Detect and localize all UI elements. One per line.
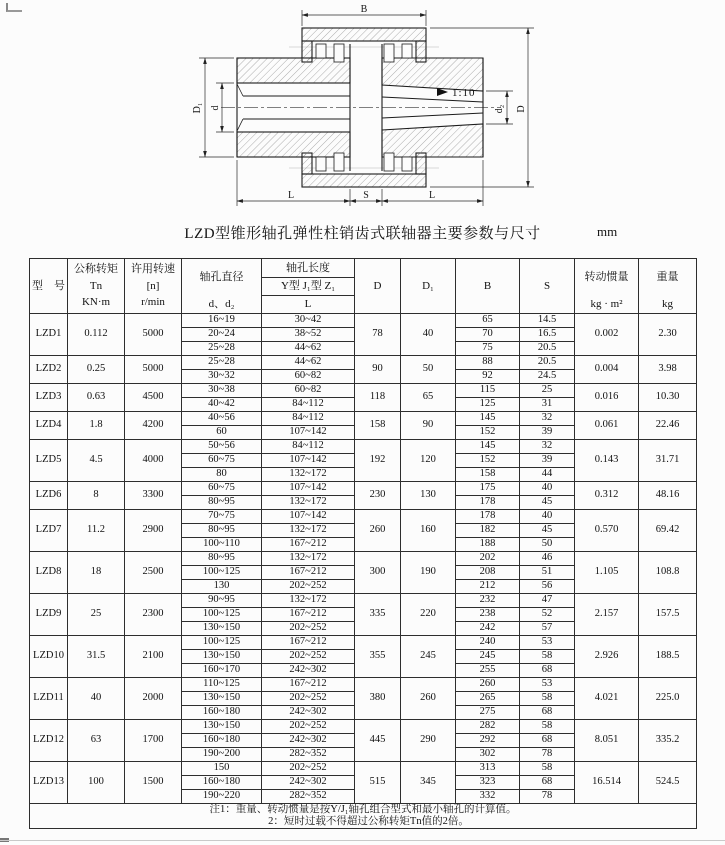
cell-speed: 4500 — [125, 384, 182, 412]
header-bore-dia-title: 轴孔直径 — [199, 270, 244, 283]
cell-bore-length: 242~302 — [262, 734, 355, 748]
cell-S: 58 — [520, 720, 575, 734]
cell-speed: 3300 — [125, 482, 182, 510]
cell-S: 47 — [520, 594, 575, 608]
table-row — [30, 636, 697, 650]
cell-D: 335 — [355, 594, 401, 636]
header-inertia-title: 转动惯量 — [584, 270, 629, 283]
cell-bore-diameter: 100~110 — [182, 538, 262, 552]
cell-B: 152 — [456, 454, 520, 468]
header-inertia-unit: kg · m² — [590, 298, 623, 310]
cell-bore-length: 202~252 — [262, 762, 355, 776]
cell-S: 31 — [520, 398, 575, 412]
cell-B: 70 — [456, 328, 520, 342]
cell-model: LZD12 — [30, 720, 68, 762]
header-bore-len-title: 轴孔长度 — [286, 261, 330, 274]
cell-B: 282 — [456, 720, 520, 734]
cell-bore-diameter: 160~180 — [182, 706, 262, 720]
cell-S: 24.5 — [520, 370, 575, 384]
cell-bore-diameter: 80~95 — [182, 552, 262, 566]
cell-D: 118 — [355, 384, 401, 412]
cell-bore-diameter: 16~19 — [182, 314, 262, 328]
cell-S: 14.5 — [520, 314, 575, 328]
cell-D1: 260 — [401, 678, 456, 720]
cell-D: 230 — [355, 482, 401, 510]
cell-bore-length: 132~172 — [262, 524, 355, 538]
header-torque-line: Tn — [89, 279, 103, 292]
cell-D: 90 — [355, 356, 401, 384]
cell-bore-diameter: 80~95 — [182, 524, 262, 538]
cell-bore-diameter: 25~28 — [182, 342, 262, 356]
table-row — [30, 356, 697, 370]
cell-D: 78 — [355, 314, 401, 356]
cell-bore-diameter: 90~95 — [182, 594, 262, 608]
cell-bore-length: 202~252 — [262, 622, 355, 636]
cell-bore-length: 242~302 — [262, 776, 355, 790]
cell-weight: 524.5 — [639, 762, 697, 804]
cell-bore-diameter: 70~75 — [182, 510, 262, 524]
header-speed-line: 许用转速 — [131, 263, 175, 276]
cell-bore-length: 44~62 — [262, 342, 355, 356]
cell-inertia: 1.105 — [575, 552, 639, 594]
cell-weight: 48.16 — [639, 482, 697, 510]
cell-B: 323 — [456, 776, 520, 790]
cell-B: 232 — [456, 594, 520, 608]
cell-speed: 2100 — [125, 636, 182, 678]
cell-bore-diameter: 25~28 — [182, 356, 262, 370]
cell-D: 260 — [355, 510, 401, 552]
cell-S: 25 — [520, 384, 575, 398]
header-B: B — [456, 259, 520, 314]
cell-torque: 18 — [68, 552, 125, 594]
header-weight-title: 重量 — [656, 270, 679, 283]
cell-model: LZD8 — [30, 552, 68, 594]
cell-torque: 31.5 — [68, 636, 125, 678]
cell-B: 178 — [456, 510, 520, 524]
cell-S: 39 — [520, 426, 575, 440]
cell-S: 45 — [520, 524, 575, 538]
cell-S: 51 — [520, 566, 575, 580]
cell-bore-diameter: 160~180 — [182, 776, 262, 790]
cell-bore-diameter: 50~56 — [182, 440, 262, 454]
cell-speed: 2000 — [125, 678, 182, 720]
cell-bore-length: 107~142 — [262, 482, 355, 496]
cell-bore-length: 107~142 — [262, 510, 355, 524]
cell-B: 115 — [456, 384, 520, 398]
page-title: LZD型锥形轴孔弹性柱销齿式联轴器主要参数与尺寸 — [184, 226, 541, 242]
cell-speed: 4000 — [125, 440, 182, 482]
spec-table — [29, 258, 697, 829]
cell-model: LZD3 — [30, 384, 68, 412]
dim-label-B: B — [360, 4, 368, 15]
table-header — [30, 259, 697, 314]
cell-D: 192 — [355, 440, 401, 482]
cell-D1: 160 — [401, 510, 456, 552]
cell-B: 188 — [456, 538, 520, 552]
cell-B: 313 — [456, 762, 520, 776]
cell-inertia: 0.312 — [575, 482, 639, 510]
cell-weight: 188.5 — [639, 636, 697, 678]
cell-bore-length: 202~252 — [262, 692, 355, 706]
cell-model: LZD7 — [30, 510, 68, 552]
cell-B: 178 — [456, 496, 520, 510]
header-bore-length — [262, 259, 355, 314]
header-torque-line: 公称转矩 — [74, 263, 118, 276]
cell-B: 292 — [456, 734, 520, 748]
cell-weight: 69.42 — [639, 510, 697, 552]
taper-label: 1:10 — [452, 87, 476, 99]
cell-speed: 1700 — [125, 720, 182, 762]
cell-D: 300 — [355, 552, 401, 594]
table-row — [30, 762, 697, 776]
cell-model: LZD11 — [30, 678, 68, 720]
cell-weight: 335.2 — [639, 720, 697, 762]
header-weight — [639, 259, 697, 314]
cell-D1: 120 — [401, 440, 456, 482]
cell-bore-length: 60~82 — [262, 370, 355, 384]
cell-speed: 2500 — [125, 552, 182, 594]
cell-bore-diameter: 40~56 — [182, 412, 262, 426]
cell-D: 158 — [355, 412, 401, 440]
table-row — [30, 440, 697, 454]
note-line-2: 2：短时过载不得超过公称转矩Tn值的2倍。 — [268, 816, 469, 828]
cell-bore-diameter: 40~42 — [182, 398, 262, 412]
cell-model: LZD5 — [30, 440, 68, 482]
note-line-1: 注1：重量、转动惯量是按Y/J₁轴孔组合型式和最小轴孔的计算值。 — [209, 804, 517, 815]
cell-inertia: 16.514 — [575, 762, 639, 804]
cell-torque: 8 — [68, 482, 125, 510]
cell-D1: 245 — [401, 636, 456, 678]
cell-S: 53 — [520, 678, 575, 692]
cell-inertia: 8.051 — [575, 720, 639, 762]
cell-S: 46 — [520, 552, 575, 566]
header-model: 型 号 — [30, 259, 68, 314]
header-speed-line: r/min — [141, 296, 165, 309]
cell-B: 265 — [456, 692, 520, 706]
cell-speed: 4200 — [125, 412, 182, 440]
cell-model: LZD6 — [30, 482, 68, 510]
header-speed — [125, 259, 182, 314]
cell-D1: 90 — [401, 412, 456, 440]
table-row — [30, 510, 697, 524]
cell-inertia: 0.016 — [575, 384, 639, 412]
cell-weight: 22.46 — [639, 412, 697, 440]
cell-S: 39 — [520, 454, 575, 468]
notes-cell — [30, 804, 697, 829]
cell-bore-diameter: 30~32 — [182, 370, 262, 384]
cell-bore-length: 30~42 — [262, 314, 355, 328]
notes-row — [30, 804, 697, 829]
table-row — [30, 384, 697, 398]
header-row — [30, 259, 697, 314]
cell-S: 20.5 — [520, 342, 575, 356]
table-row — [30, 552, 697, 566]
cell-D1: 40 — [401, 314, 456, 356]
cell-bore-diameter: 130~150 — [182, 720, 262, 734]
cell-bore-length: 242~302 — [262, 664, 355, 678]
title-row — [0, 222, 725, 252]
table-body — [30, 314, 697, 804]
cell-bore-diameter: 190~200 — [182, 748, 262, 762]
cell-S: 53 — [520, 636, 575, 650]
cell-torque: 100 — [68, 762, 125, 804]
cell-B: 152 — [456, 426, 520, 440]
cell-bore-diameter: 160~180 — [182, 734, 262, 748]
cell-bore-diameter: 100~125 — [182, 636, 262, 650]
header-weight-unit: kg — [662, 298, 673, 310]
table-row — [30, 314, 697, 328]
cell-S: 56 — [520, 580, 575, 594]
cell-S: 40 — [520, 482, 575, 496]
cell-D1: 130 — [401, 482, 456, 510]
dim-label-L-right: L — [428, 190, 436, 201]
scan-artifact — [0, 840, 725, 841]
cell-S: 32 — [520, 412, 575, 426]
cell-model: LZD1 — [30, 314, 68, 356]
cell-torque: 11.2 — [68, 510, 125, 552]
cell-B: 302 — [456, 748, 520, 762]
cell-bore-diameter: 110~125 — [182, 678, 262, 692]
cell-B: 145 — [456, 440, 520, 454]
header-bore-dia-symbols: d、d₂ — [208, 298, 235, 310]
cell-S: 32 — [520, 440, 575, 454]
cell-inertia: 2.926 — [575, 636, 639, 678]
cell-bore-diameter: 80~95 — [182, 496, 262, 510]
cell-bore-length: 84~112 — [262, 412, 355, 426]
cell-model: LZD13 — [30, 762, 68, 804]
cell-bore-length: 132~172 — [262, 594, 355, 608]
cell-bore-diameter: 130~150 — [182, 622, 262, 636]
table-row — [30, 594, 697, 608]
cell-bore-length: 167~212 — [262, 566, 355, 580]
cell-bore-length: 202~252 — [262, 580, 355, 594]
header-torque — [68, 259, 125, 314]
cell-B: 158 — [456, 468, 520, 482]
cell-D1: 345 — [401, 762, 456, 804]
cell-model: LZD10 — [30, 636, 68, 678]
cell-weight: 225.0 — [639, 678, 697, 720]
cell-bore-diameter: 190~220 — [182, 790, 262, 804]
cell-B: 240 — [456, 636, 520, 650]
header-bore-len-types: Y型 J₁型 Z₁ — [262, 277, 354, 295]
cell-B: 208 — [456, 566, 520, 580]
cell-torque: 63 — [68, 720, 125, 762]
cell-inertia: 0.143 — [575, 440, 639, 482]
cell-bore-diameter: 130~150 — [182, 692, 262, 706]
table-row — [30, 412, 697, 426]
cell-S: 44 — [520, 468, 575, 482]
header-S: S — [520, 259, 575, 314]
header-torque-line: KN·m — [81, 296, 111, 309]
cell-model: LZD2 — [30, 356, 68, 384]
cell-S: 45 — [520, 496, 575, 510]
cell-bore-length: 132~172 — [262, 468, 355, 482]
cell-bore-diameter: 30~38 — [182, 384, 262, 398]
cell-bore-diameter: 160~170 — [182, 664, 262, 678]
cell-S: 58 — [520, 692, 575, 706]
cell-torque: 40 — [68, 678, 125, 720]
cell-torque: 0.63 — [68, 384, 125, 412]
cell-bore-diameter: 60~75 — [182, 482, 262, 496]
dim-label-D1: D₁ — [192, 102, 203, 114]
cell-weight: 10.30 — [639, 384, 697, 412]
cell-D: 380 — [355, 678, 401, 720]
dim-label-L-left: L — [287, 190, 295, 201]
cell-S: 40 — [520, 510, 575, 524]
cell-bore-length: 242~302 — [262, 706, 355, 720]
cell-B: 242 — [456, 622, 520, 636]
cell-B: 245 — [456, 650, 520, 664]
cell-S: 68 — [520, 664, 575, 678]
cell-B: 332 — [456, 790, 520, 804]
header-speed-line: [n] — [146, 279, 160, 292]
cell-bore-length: 167~212 — [262, 678, 355, 692]
cell-inertia: 4.021 — [575, 678, 639, 720]
cell-B: 88 — [456, 356, 520, 370]
cell-inertia: 0.004 — [575, 356, 639, 384]
cell-inertia: 2.157 — [575, 594, 639, 636]
cell-speed: 2300 — [125, 594, 182, 636]
cell-D1: 190 — [401, 552, 456, 594]
cell-speed: 1500 — [125, 762, 182, 804]
table-row — [30, 720, 697, 734]
cell-bore-length: 202~252 — [262, 650, 355, 664]
cell-torque: 0.25 — [68, 356, 125, 384]
cell-weight: 31.71 — [639, 440, 697, 482]
cell-bore-diameter: 80 — [182, 468, 262, 482]
cell-D1: 220 — [401, 594, 456, 636]
cell-inertia: 0.002 — [575, 314, 639, 356]
cell-bore-diameter: 60 — [182, 426, 262, 440]
cell-bore-diameter: 130~150 — [182, 650, 262, 664]
cell-D1: 50 — [401, 356, 456, 384]
table-row — [30, 678, 697, 692]
cell-bore-length: 132~172 — [262, 496, 355, 510]
cell-D: 355 — [355, 636, 401, 678]
cell-bore-length: 132~172 — [262, 552, 355, 566]
dim-label-d2: d₂ — [494, 104, 505, 114]
cell-bore-length: 44~62 — [262, 356, 355, 370]
cell-model: LZD9 — [30, 594, 68, 636]
cell-S: 78 — [520, 748, 575, 762]
cell-B: 75 — [456, 342, 520, 356]
unit-label: mm — [597, 224, 618, 239]
cell-speed: 5000 — [125, 356, 182, 384]
cell-torque: 1.8 — [68, 412, 125, 440]
cell-S: 16.5 — [520, 328, 575, 342]
cell-B: 212 — [456, 580, 520, 594]
cell-B: 92 — [456, 370, 520, 384]
drawing-area — [0, 0, 725, 218]
cell-weight: 108.8 — [639, 552, 697, 594]
cell-S: 68 — [520, 776, 575, 790]
cell-B: 260 — [456, 678, 520, 692]
cell-B: 182 — [456, 524, 520, 538]
cell-S: 50 — [520, 538, 575, 552]
table-row — [30, 482, 697, 496]
cell-bore-length: 167~212 — [262, 636, 355, 650]
cell-bore-length: 107~142 — [262, 454, 355, 468]
header-bore-diameter — [182, 259, 262, 314]
cell-D: 515 — [355, 762, 401, 804]
cell-bore-length: 60~82 — [262, 384, 355, 398]
cell-bore-length: 167~212 — [262, 538, 355, 552]
cell-bore-length: 107~142 — [262, 426, 355, 440]
cell-torque: 25 — [68, 594, 125, 636]
cell-speed: 5000 — [125, 314, 182, 356]
cell-bore-diameter: 100~125 — [182, 566, 262, 580]
header-D1: D₁ — [401, 259, 456, 314]
header-bore-len-L: L — [262, 295, 354, 313]
cell-weight: 3.98 — [639, 356, 697, 384]
cell-S: 68 — [520, 734, 575, 748]
cell-B: 65 — [456, 314, 520, 328]
cell-S: 52 — [520, 608, 575, 622]
header-inertia — [575, 259, 639, 314]
cell-torque: 0.112 — [68, 314, 125, 356]
cell-bore-length: 84~112 — [262, 440, 355, 454]
cell-D: 445 — [355, 720, 401, 762]
dim-label-S: S — [363, 190, 369, 201]
cell-D1: 65 — [401, 384, 456, 412]
dim-label-D: D — [516, 105, 527, 113]
cell-bore-length: 282~352 — [262, 790, 355, 804]
cell-bore-diameter: 130 — [182, 580, 262, 594]
cell-bore-diameter: 60~75 — [182, 454, 262, 468]
table-notes — [30, 804, 697, 829]
cell-B: 175 — [456, 482, 520, 496]
cell-weight: 157.5 — [639, 594, 697, 636]
cell-B: 125 — [456, 398, 520, 412]
cell-S: 78 — [520, 790, 575, 804]
cell-bore-length: 38~52 — [262, 328, 355, 342]
cell-S: 58 — [520, 650, 575, 664]
cell-bore-length: 167~212 — [262, 608, 355, 622]
cell-inertia: 0.061 — [575, 412, 639, 440]
cell-model: LZD4 — [30, 412, 68, 440]
coupling-section-drawing — [0, 0, 725, 218]
cell-S: 68 — [520, 706, 575, 720]
cell-inertia: 0.570 — [575, 510, 639, 552]
cell-torque: 4.5 — [68, 440, 125, 482]
cell-D1: 290 — [401, 720, 456, 762]
cell-bore-diameter: 20~24 — [182, 328, 262, 342]
cell-speed: 2900 — [125, 510, 182, 552]
cell-bore-length: 202~252 — [262, 720, 355, 734]
cell-B: 145 — [456, 412, 520, 426]
cell-B: 255 — [456, 664, 520, 678]
cell-bore-length: 282~352 — [262, 748, 355, 762]
cell-B: 238 — [456, 608, 520, 622]
cell-bore-diameter: 150 — [182, 762, 262, 776]
header-D: D — [355, 259, 401, 314]
cell-S: 57 — [520, 622, 575, 636]
cell-bore-diameter: 100~125 — [182, 608, 262, 622]
cell-weight: 2.30 — [639, 314, 697, 356]
cell-B: 275 — [456, 706, 520, 720]
dim-label-d: d — [210, 105, 221, 111]
cell-S: 20.5 — [520, 356, 575, 370]
cell-bore-length: 84~112 — [262, 398, 355, 412]
cell-S: 58 — [520, 762, 575, 776]
cell-B: 202 — [456, 552, 520, 566]
